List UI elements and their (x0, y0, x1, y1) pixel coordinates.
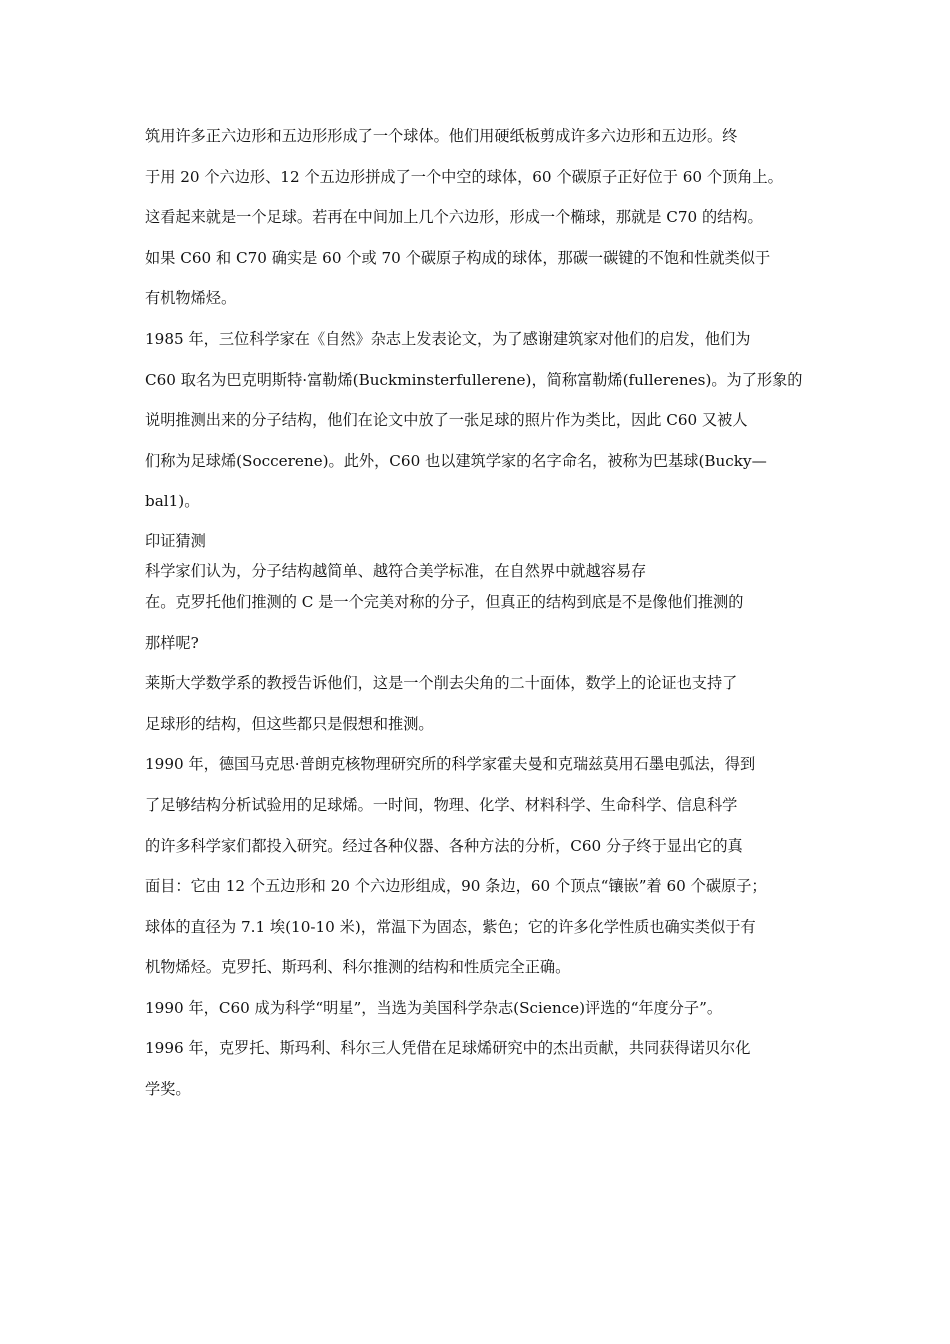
text-line: 有机物烯烃。 (145, 289, 237, 308)
text-line: 了足够结构分析试验用的足球烯。一时间，物理、化学、材料科学、生命科学、信息科学 (145, 795, 738, 814)
text-line: 如果 C60 和 C70 确实是 60 个或 70 个碳原子构成的球体，那碳一碳键的不饱和性就类似于 (145, 248, 771, 267)
text-line: 1990 年，德国马克思·普朗克核物理研究所的科学家霍夫曼和克瑞兹莫用石墨电弧法，得到 (145, 755, 756, 774)
text-line: 1990 年，C60 成为科学“明星”，当选为美国科学杂志(Science)评选的“年度分子”。 (145, 998, 723, 1017)
text-line: 说明推测出来的分子结构，他们在论文中放了一张足球的照片作为类比，因此 C60 又被人 (145, 411, 748, 430)
text-line: 莱斯大学数学系的教授告诉他们，这是一个削去尖角的二十面体，数学上的论证也支持了 (145, 674, 738, 693)
text-line: 们称为足球烯(Soccerene)。此外，C60 也以建筑学家的名字命名，被称为巴基球(Bucky— (145, 451, 767, 470)
text-line: 学奖。 (145, 1080, 191, 1099)
text-line: 机物烯烃。克罗托、斯玛利、科尔推测的结构和性质完全正确。 (145, 958, 571, 977)
text-line: 1985 年，三位科学家在《自然》杂志上发表论文，为了感谢建筑家对他们的启发，他们为 (145, 329, 751, 348)
text-line: 科学家们认为，分子结构越简单、越符合美学标准，在自然界中就越容易存 (145, 561, 647, 580)
text-line: 足球形的结构，但这些都只是假想和推测。 (145, 714, 434, 733)
text-line: 在。克罗托他们推测的 C 是一个完美对称的分子，但真正的结构到底是不是像他们推测的 (145, 592, 744, 611)
text-line: 筑用许多正六边形和五边形形成了一个球体。他们用硬纸板剪成许多六边形和五边形。终 (145, 127, 738, 145)
text-line: 1996 年，克罗托、斯玛利、科尔三人凭借在足球烯研究中的杰出贡献，共同获得诺贝尔化 (145, 1039, 751, 1058)
text-line: 这看起来就是一个足球。若再在中间加上几个六边形，形成一个椭球，那就是 C70 的结构。 (145, 208, 763, 227)
text-line: 球体的直径为 7.1 埃(10-10 米)，常温下为固态，紫色；它的许多化学性质也确实类似于有 (145, 917, 756, 936)
section-heading: 印证猜测 (145, 531, 206, 550)
text-line: 面目：它由 12 个五边形和 20 个六边形组成，90 条边，60 个顶点“镶嵌”着 60 个碳原子； (145, 877, 767, 896)
text-line: 的许多科学家们都投入研究。经过各种仪器、各种方法的分析，C60 分子终于显出它的真 (145, 836, 743, 855)
text-line: 于用 20 个六边形、12 个五边形拼成了一个中空的球体，60 个碳原子正好位于 60 个顶角上。 (145, 167, 783, 186)
text-line: bal1)。 (145, 492, 200, 511)
text-line: 那样呢? (145, 633, 199, 652)
text-line: C60 取名为巴克明斯特·富勒烯(Buckminsterfullerene)，简称富勒烯(fullerenes)。为了形象的 (145, 370, 803, 389)
document-body (145, 120, 825, 1114)
